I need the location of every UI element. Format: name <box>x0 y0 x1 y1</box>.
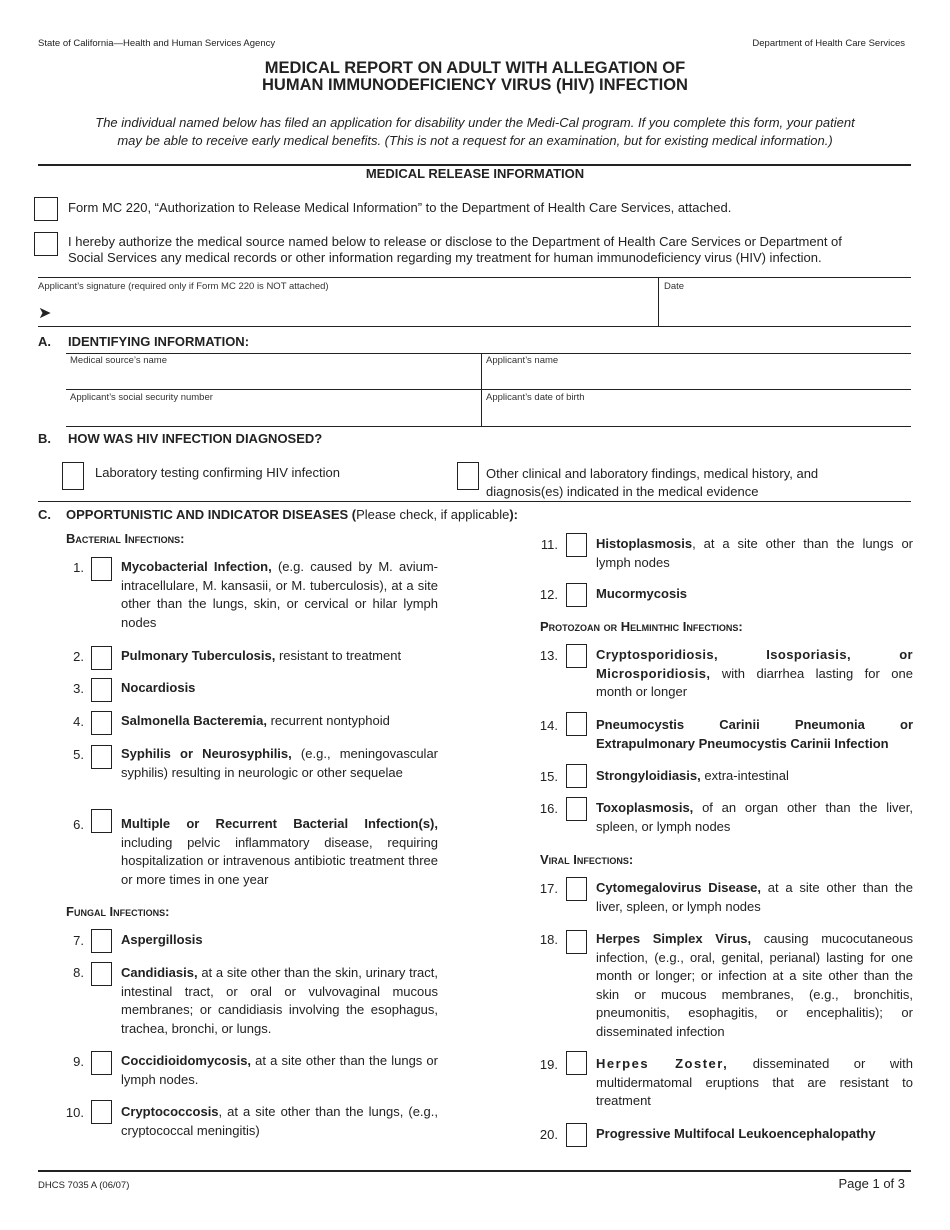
disease-checkbox-14[interactable] <box>566 712 587 736</box>
disease-item-13: Cryptosporidiosis, Isosporiasis, or Microsporidiosis, with diarrhea lasting for one month or longer <box>596 647 913 699</box>
item-number: 16. <box>539 801 558 816</box>
disease-item-18: Herpes Simplex Virus, causing mucocutaneous infection, (e.g., oral, genital, perianal) lasting for one month or longer; or infection at a site other than the skin or mucous membranes, (e.g., bronchitis, pneumonitis, esophagitis, or encephalitis); or disseminated infection <box>596 931 914 1039</box>
divider <box>66 389 911 390</box>
diagnosis-other-findings-checkbox[interactable] <box>457 462 479 490</box>
item-number: 3. <box>73 681 84 696</box>
item-number: 11. <box>540 537 558 552</box>
release-option-1: Form MC 220, “Authorization to Release Medical Information” to the Department of Health Care Services, attached. <box>68 200 732 215</box>
dob-field[interactable] <box>486 404 906 424</box>
divider <box>38 501 911 502</box>
applicant-name-field[interactable] <box>486 368 906 388</box>
release-form-attached-checkbox[interactable] <box>34 197 58 221</box>
disease-item-4: Salmonella Bacteremia, recurrent nontyphoid <box>121 713 390 728</box>
disease-checkbox-3[interactable] <box>91 678 112 702</box>
date-field[interactable] <box>664 295 904 323</box>
divider <box>66 353 911 354</box>
release-option-2: I hereby authorize the medical source named below to release or disclose to the Department of Health Care Services or Department of Social Services any medical records or other information regarding my treatment for human immunodeficiency virus (HIV) infection. <box>68 234 842 265</box>
divider <box>38 277 911 278</box>
agency-name: State of California—Health and Human Services Agency <box>38 38 276 49</box>
section-b-letter: B. <box>38 431 51 446</box>
ssn-label: Applicant’s social security number <box>70 392 213 403</box>
item-number: 14. <box>539 718 558 733</box>
applicant-name-label: Applicant’s name <box>486 355 559 366</box>
disease-checkbox-6[interactable] <box>91 809 112 833</box>
item-number: 7. <box>73 933 84 948</box>
viral-infections-heading: Viral Infections: <box>540 852 634 867</box>
signature-field[interactable] <box>60 295 650 323</box>
disease-item-3: Nocardiosis <box>121 680 196 695</box>
disease-item-17: Cytomegalovirus Disease, at a site other than the liver, spleen, or lymph nodes <box>596 880 913 914</box>
item-number: 6. <box>73 817 84 832</box>
disease-item-8: Candidiasis, at a site other than the skin, urinary tract, intestinal tract, or oral or vulvovaginal mucous membranes; or candidiasis involving the esophagus, trachea, bronchi, or lungs. <box>121 965 438 1036</box>
intro-text: The individual named below has filed an application for disability under the Medi-Cal program. If you complete this form, your patient may be able to receive early medical benefits. (This is not a request for an examination, but for existing medical information.) <box>95 115 855 148</box>
disease-item-6: Multiple or Recurrent Bacterial Infection(s), including pelvic inflammatory disease, requiring hospitalization or intravenous antibiotic treatment three or more times in one year <box>121 816 438 887</box>
item-number: 5. <box>73 747 84 762</box>
section-b-heading: HOW WAS HIV INFECTION DIAGNOSED? <box>68 431 323 446</box>
disease-item-5: Syphilis or Neurosyphilis, (e.g., meningovascular syphilis) resulting in neurologic or other sequelae <box>121 746 438 780</box>
item-number: 4. <box>73 714 84 729</box>
disease-item-20: Progressive Multifocal Leukoencephalopathy <box>596 1126 876 1141</box>
divider <box>658 277 659 326</box>
item-number: 20. <box>539 1127 558 1142</box>
ssn-field[interactable] <box>68 404 476 424</box>
disease-item-14: Pneumocystis Carinii Pneumonia or Extrapulmonary Pneumocystis Carinii Infection <box>596 717 913 751</box>
item-number: 12. <box>539 587 558 602</box>
diagnosis-option-1: Laboratory testing confirming HIV infection <box>95 465 340 480</box>
item-number: 15. <box>539 769 558 784</box>
item-number: 10. <box>65 1105 84 1120</box>
item-number: 19. <box>539 1057 558 1072</box>
department-name: Department of Health Care Services <box>752 38 905 49</box>
item-number: 8. <box>73 965 84 980</box>
dob-label: Applicant’s date of birth <box>486 392 585 403</box>
signature-label: Applicant’s signature (required only if Form MC 220 is NOT attached) <box>38 281 329 292</box>
disease-checkbox-18[interactable] <box>566 930 587 954</box>
disease-item-7: Aspergillosis <box>121 932 203 947</box>
disease-checkbox-5[interactable] <box>91 745 112 769</box>
disease-item-11: Histoplasmosis, at a site other than the lungs or lymph nodes <box>596 536 913 570</box>
disease-checkbox-20[interactable] <box>566 1123 587 1147</box>
bacterial-infections-heading: Bacterial Infections: <box>66 531 185 546</box>
section-a-letter: A. <box>38 334 51 349</box>
disease-checkbox-1[interactable] <box>91 557 112 581</box>
item-number: 9. <box>73 1054 84 1069</box>
disease-checkbox-9[interactable] <box>91 1051 112 1075</box>
disease-item-10: Cryptococcosis, at a site other than the lungs, (e.g., cryptococcal meningitis) <box>121 1104 438 1138</box>
section-a-heading: IDENTIFYING INFORMATION: <box>68 334 250 349</box>
protozoan-infections-heading: Protozoan or Helminthic Infections: <box>540 619 743 634</box>
disease-checkbox-10[interactable] <box>91 1100 112 1124</box>
medical-source-label: Medical source’s name <box>70 355 167 366</box>
section-c-letter: C. <box>38 507 51 522</box>
disease-checkbox-17[interactable] <box>566 877 587 901</box>
disease-item-2: Pulmonary Tuberculosis, resistant to treatment <box>121 648 402 663</box>
divider <box>66 426 911 427</box>
disease-checkbox-12[interactable] <box>566 583 587 607</box>
disease-checkbox-19[interactable] <box>566 1051 587 1075</box>
item-number: 17. <box>539 881 558 896</box>
fungal-infections-heading: Fungal Infections: <box>66 904 170 919</box>
item-number: 1. <box>73 560 84 575</box>
disease-checkbox-8[interactable] <box>91 962 112 986</box>
disease-item-15: Strongyloidiasis, extra-intestinal <box>596 768 789 783</box>
disease-checkbox-4[interactable] <box>91 711 112 735</box>
release-heading: MEDICAL RELEASE INFORMATION <box>365 166 585 181</box>
disease-item-12: Mucormycosis <box>596 586 688 601</box>
page-title: MEDICAL REPORT ON ADULT WITH ALLEGATION OF HUMAN IMMUNODEFICIENCY VIRUS (HIV) INFECTION <box>262 59 688 94</box>
disease-checkbox-16[interactable] <box>566 797 587 821</box>
disease-checkbox-15[interactable] <box>566 764 587 788</box>
disease-item-16: Toxoplasmosis, of an organ other than the liver, spleen, or lymph nodes <box>596 800 913 834</box>
disease-checkbox-2[interactable] <box>91 646 112 670</box>
disease-item-19: Herpes Zoster, disseminated or with multidermatomal eruptions that are resistant to treatment <box>596 1056 913 1108</box>
release-authorize-checkbox[interactable] <box>34 232 58 256</box>
signature-arrow-icon: ➤ <box>38 305 52 322</box>
item-number: 18. <box>539 932 558 947</box>
medical-source-field[interactable] <box>68 368 476 388</box>
item-number: 2. <box>73 649 84 664</box>
disease-item-9: Coccidioidomycosis, at a site other than the lungs or lymph nodes. <box>121 1053 438 1087</box>
disease-item-1: Mycobacterial Infection, (e.g. caused by M. avium-intracellulare, M. kansasii, or M. tuberculosis), at a site other than the lungs, skin, or cervical or hilar lymph nodes <box>121 559 438 630</box>
item-number: 13. <box>539 648 558 663</box>
disease-checkbox-13[interactable] <box>566 644 587 668</box>
divider <box>38 326 911 327</box>
date-label: Date <box>664 281 685 292</box>
page-number: Page 1 of 3 <box>838 1176 905 1191</box>
disease-checkbox-11[interactable] <box>566 533 587 557</box>
diagnosis-lab-testing-checkbox[interactable] <box>62 462 84 490</box>
form-id: DHCS 7035 A (06/07) <box>38 1180 130 1191</box>
section-c-heading: OPPORTUNISTIC AND INDICATOR DISEASES (Please check, if applicable): <box>66 507 518 522</box>
footer-divider <box>38 1170 911 1172</box>
disease-checkbox-7[interactable] <box>91 929 112 953</box>
diagnosis-option-2: Other clinical and laboratory findings, medical history, and diagnosis(es) indicated in the medical evidence <box>486 466 819 499</box>
